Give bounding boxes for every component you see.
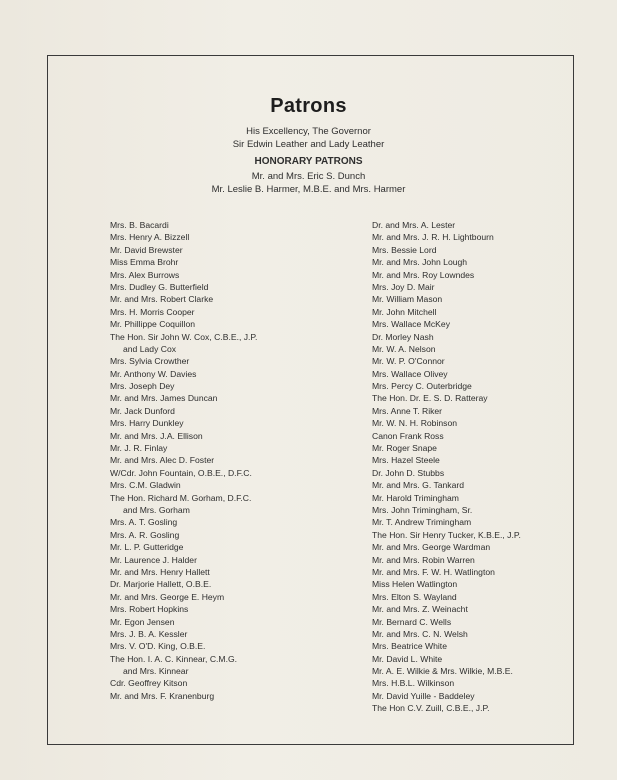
patron-entry: Mrs. Hazel Steele — [372, 455, 440, 466]
patron-entry: Mrs. Beatrice White — [372, 641, 447, 652]
patron-entry: Mr. and Mrs. C. N. Welsh — [372, 628, 468, 639]
patron-entry: Canon Frank Ross — [372, 430, 444, 441]
patron-entry: Mr. David Yuille - Baddeley — [372, 690, 475, 701]
patron-entry: Mr. and Mrs. F. W. H. Watlington — [372, 566, 495, 577]
patron-entry: Mrs. Bessie Lord — [372, 244, 437, 255]
patron-entry: Mrs. John Trimingham, Sr. — [372, 504, 473, 515]
patron-entry: Mr. Bernard C. Wells — [372, 616, 452, 627]
patron-entry: The Hon C.V. Zuill, C.B.E., J.P. — [372, 703, 490, 714]
patron-entry: Mrs. A. T. Gosling — [110, 517, 178, 528]
patron-entry: Mr. and Mrs. Robert Clarke — [110, 294, 214, 305]
honorary-patron-1: Mr. and Mrs. Eric S. Dunch — [251, 171, 366, 182]
patron-entry: Mrs. Percy C. Outerbridge — [372, 381, 472, 392]
patron-entry: Mr. Anthony W. Davies — [110, 368, 197, 379]
patron-entry: Mrs. H. Morris Cooper — [110, 306, 195, 317]
patron-entry: Mr. and Mrs. Robin Warren — [372, 554, 475, 565]
patron-entry: Mr. W. P. O'Connor — [372, 356, 445, 367]
patron-entry: Mr. and Mrs. G. Tankard — [372, 480, 465, 491]
patron-entry: Mrs. C.M. Gladwin — [110, 480, 181, 491]
patron-entry: Mr. and Mrs. George Wardman — [372, 542, 491, 553]
patron-entry: Mrs. Anne T. Riker — [372, 405, 443, 416]
patron-entry: Mrs. Wallace Olivey — [372, 368, 448, 379]
patron-entry: Mrs. Harry Dunkley — [110, 418, 184, 429]
patron-entry: Mr. John Mitchell — [372, 306, 437, 317]
patron-entry: Mr. Harold Trimingham — [372, 492, 459, 503]
patron-entry: Mr. A. E. Wilkie & Mrs. Wilkie, M.B.E. — [372, 666, 513, 677]
patron-entry: Miss Helen Watlington — [372, 579, 458, 590]
patron-entry: Mr. David Brewster — [110, 244, 183, 255]
patron-entry: Mr. and Mrs. Alec D. Foster — [110, 455, 215, 466]
patron-entry: and Mrs. Kinnear — [123, 666, 189, 677]
patron-entry: Mrs. Henry A. Bizzell — [110, 232, 190, 243]
patron-entry: Mrs. Wallace McKey — [372, 319, 450, 330]
patron-entry: Mrs. Elton S. Wayland — [372, 591, 457, 602]
patron-entry: Mr. and Mrs. Roy Lowndes — [372, 269, 475, 280]
patron-entry: Dr. Morley Nash — [372, 331, 434, 342]
patron-entry: Mr. and Mrs. John Lough — [372, 257, 468, 268]
patron-entry: Mr. Roger Snape — [372, 443, 437, 454]
patron-entry: Mrs. Alex Burrows — [110, 269, 180, 280]
patron-entry: Mr. and Mrs. F. Kranenburg — [110, 690, 215, 701]
honorary-patrons-heading: HONORARY PATRONS — [254, 156, 363, 167]
patron-entry: Mr. and Mrs. Henry Hallett — [110, 566, 210, 577]
patron-entry: Mr. David L. White — [372, 653, 443, 664]
patron-entry: Mrs. Robert Hopkins — [110, 604, 189, 615]
patron-entry: Dr. and Mrs. A. Lester — [372, 220, 456, 230]
patron-entry: Mr. and Mrs. George E. Heym — [110, 591, 225, 602]
patron-entry: Mrs. J. B. A. Kessler — [110, 628, 188, 639]
patron-entry: Mr. W. A. Nelson — [372, 343, 436, 354]
patron-entry: Miss Emma Brohr — [110, 257, 179, 268]
governor-line-2: Sir Edwin Leather and Lady Leather — [232, 139, 385, 150]
patron-entry: Mr. Egon Jensen — [110, 616, 175, 627]
patron-entry: Mr. Phillippe Coquillon — [110, 319, 196, 330]
patron-entry: Mr. and Mrs. James Duncan — [110, 393, 218, 404]
patron-entry: Mr. W. N. H. Robinson — [372, 418, 458, 429]
page-title: Patrons — [270, 95, 347, 117]
governor-line-1: His Excellency, The Governor — [246, 126, 371, 137]
patron-entry: and Mrs. Gorham — [123, 504, 190, 515]
patron-entry: Mrs. A. R. Gosling — [110, 529, 180, 540]
patron-entry: Mrs. Joseph Dey — [110, 381, 175, 392]
patron-entry: Dr. Marjorie Hallett, O.B.E. — [110, 579, 212, 590]
patron-entry: Mrs. Sylvia Crowther — [110, 356, 190, 367]
patron-entry: Dr. John D. Stubbs — [372, 467, 445, 478]
patron-entry: Mr. T. Andrew Trimingham — [372, 517, 472, 528]
patron-entry: The Hon. Sir Henry Tucker, K.B.E., J.P. — [372, 529, 521, 540]
patron-entry: Cdr. Geoffrey Kitson — [110, 678, 188, 689]
patrons-list-right — [372, 219, 521, 715]
patron-entry: Mrs. H.B.L. Wilkinson — [372, 678, 455, 689]
honorary-patron-2: Mr. Leslie B. Harmer, M.B.E. and Mrs. Harmer — [211, 184, 406, 195]
patron-entry: W/Cdr. John Fountain, O.B.E., D.F.C. — [110, 467, 252, 478]
patron-entry: Mr. William Mason — [372, 294, 443, 305]
patron-entry: Mrs. Dudley G. Butterfield — [110, 281, 209, 292]
patron-entry: and Lady Cox — [123, 343, 177, 354]
patron-entry: Mr. L. P. Gutteridge — [110, 542, 184, 553]
patron-entry: Mr. and Mrs. Z. Weinacht — [372, 604, 468, 615]
patron-entry: Mr. and Mrs. J. R. H. Lightbourn — [372, 232, 494, 243]
patron-entry: The Hon. Dr. E. S. D. Ratteray — [372, 393, 488, 404]
patron-entry: Mr. Laurence J. Halder — [110, 554, 197, 565]
patron-entry: Mrs. B. Bacardi — [110, 220, 169, 230]
patron-entry: The Hon. Richard M. Gorham, D.F.C. — [110, 492, 252, 503]
patron-entry: The Hon. I. A. C. Kinnear, C.M.G. — [110, 653, 238, 664]
patron-entry: Mr. J. R. Finlay — [110, 443, 168, 454]
patron-entry: Mr. and Mrs. J.A. Ellison — [110, 430, 203, 441]
patron-entry: The Hon. Sir John W. Cox, C.B.E., J.P. — [110, 331, 258, 342]
patron-entry: Mrs. V. O'D. King, O.B.E. — [110, 641, 206, 652]
patron-entry: Mrs. Joy D. Mair — [372, 281, 435, 292]
patron-entry: Mr. Jack Dunford — [110, 405, 175, 416]
patrons-list-left — [110, 219, 257, 702]
